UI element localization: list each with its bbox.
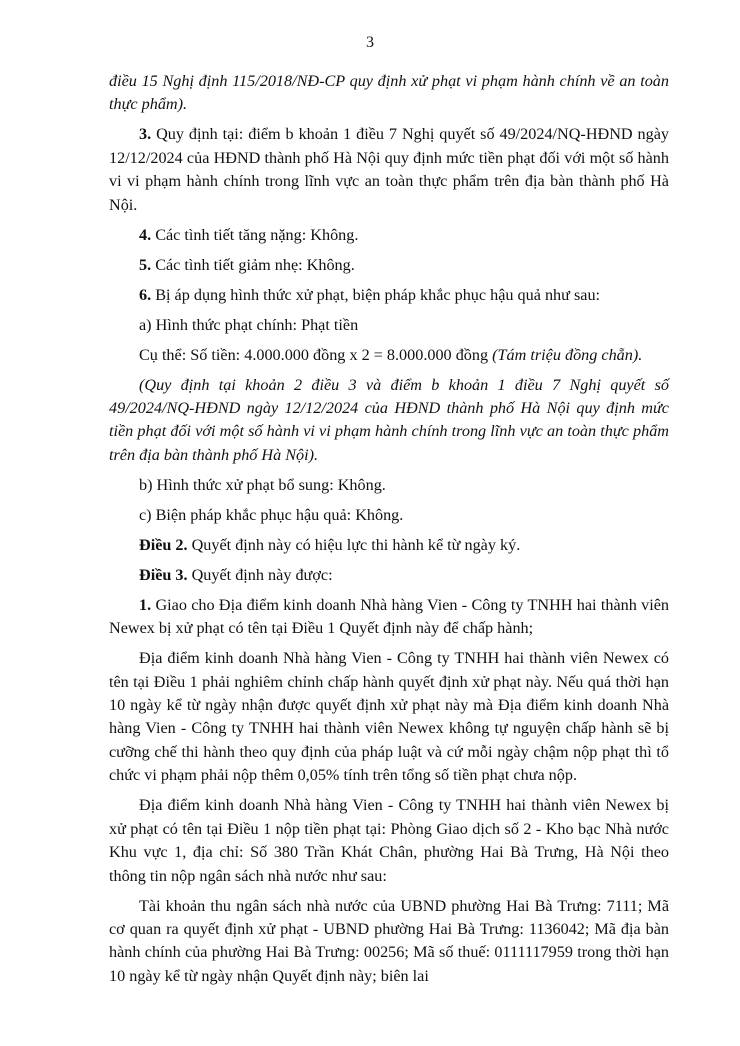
paragraph-article-2: [109, 534, 669, 557]
article-text: Quyết định này được:: [187, 565, 333, 584]
paragraph-payment-location: Địa điểm kinh doanh Nhà hàng Vien - Công ty TNHH hai thành viên Newex bị xử phạt có tên tại Điều 1 nộp tiền phạt tại: Phòng Giao dịch số 2 - Kho bạc Nhà nước Khu vực 1, địa chỉ: Số 380 Trần Khát Chân, phường Hai Bà Trưng, Hà Nội theo thông tin nộp ngân sách nhà nước như sau:: [109, 796, 669, 885]
item-number: 6.: [139, 285, 152, 304]
paragraph-item-3: [109, 123, 669, 217]
item-number: 3.: [139, 125, 152, 144]
paragraph-legal-basis-end: điều 15 Nghị định 115/2018/NĐ-CP quy định xử phạt vi phạm hành chính về an toàn thực phẩm).: [109, 72, 669, 114]
document-body: [109, 70, 669, 995]
item-number: 1.: [139, 595, 152, 614]
page-number: 3: [366, 34, 374, 51]
item-number: 5.: [139, 255, 152, 274]
paragraph-fine-amount: [109, 344, 669, 367]
item-text: Các tình tiết giảm nhẹ: Không.: [151, 255, 355, 274]
paragraph-remedial-measures: c) Biện pháp khắc phục hậu quả: Không.: [139, 505, 404, 524]
paragraph-item-6: [109, 284, 669, 307]
article-heading: Điều 3.: [139, 565, 188, 584]
paragraph-compliance: Địa điểm kinh doanh Nhà hàng Vien - Công ty TNHH hai thành viên Newex có tên tại Điều 1 phải nghiêm chỉnh chấp hành quyết định xử phạt này. Nếu quá thời hạn 10 ngày kể từ ngày nhận được quyết định xử phạt này mà Địa điểm kinh doanh Nhà hàng Vien - Công ty TNHH hai thành viên Newex không tự nguyện chấp hành sẽ bị cưỡng chế thi hành theo quy định của pháp luật và cứ mỗi ngày chậm nộp phạt thì tổ chức vi phạm phải nộp thêm 0,05% tính trên tổng số tiền phạt chưa nộp.: [109, 649, 669, 785]
item-number: 4.: [139, 225, 152, 244]
item-text: Các tình tiết tăng nặng: Không.: [151, 225, 359, 244]
paragraph-article-3: [109, 564, 669, 587]
paragraph-article-3-item-1: [109, 594, 669, 641]
paragraph-item-5: [109, 254, 669, 277]
fine-amount-words: (Tám triệu đồng chẵn).: [488, 345, 643, 364]
paragraph-additional-penalty: b) Hình thức xử phạt bổ sung: Không.: [139, 475, 386, 494]
item-text: Quy định tại: điểm b khoản 1 điều 7 Nghị quyết số 49/2024/NQ-HĐND ngày 12/12/2024 của HĐND thành phố Hà Nội quy định mức tiền phạt đối với một số hành vi vi phạm hành chính trong lĩnh vực an toàn thực phẩm trên địa bàn thành phố Hà Nội.: [109, 125, 669, 214]
paragraph-payment-account: Tài khoản thu ngân sách nhà nước của UBND phường Hai Bà Trưng: 7111; Mã cơ quan ra quyết định xử phạt - UBND phường Hai Bà Trưng: 1136042; Mã địa bàn hành chính của phường Hai Bà Trưng: 00256; Mã số thuế: 0111117959 trong thời hạn 10 ngày kể từ ngày nhận Quyết định này; biên lai: [109, 896, 669, 985]
paragraph-main-penalty: a) Hình thức phạt chính: Phạt tiền: [139, 315, 359, 334]
article-text: Quyết định này có hiệu lực thi hành kể từ ngày ký.: [187, 535, 521, 554]
item-text: Giao cho Địa điểm kinh doanh Nhà hàng Vien - Công ty TNHH hai thành viên Newex bị xử phạt có tên tại Điều 1 Quyết định này để chấp hành;: [109, 595, 669, 638]
article-heading: Điều 2.: [139, 535, 188, 554]
paragraph-fine-legal-basis: (Quy định tại khoản 2 điều 3 và điểm b khoản 1 điều 7 Nghị quyết số 49/2024/NQ-HĐND ngày 12/12/2024 của HĐND thành phố Hà Nội quy định mức tiền phạt đối với một số hành vi vi phạm hành chính trong lĩnh vực an toàn thực phẩm trên địa bàn thành phố Hà Nội).: [109, 375, 669, 464]
item-text: Bị áp dụng hình thức xử phạt, biện pháp khắc phục hậu quả như sau:: [151, 285, 601, 304]
paragraph-item-4: [109, 224, 669, 247]
fine-amount-text: Cụ thể: Số tiền: 4.000.000 đồng x 2 = 8.000.000 đồng: [139, 345, 489, 364]
